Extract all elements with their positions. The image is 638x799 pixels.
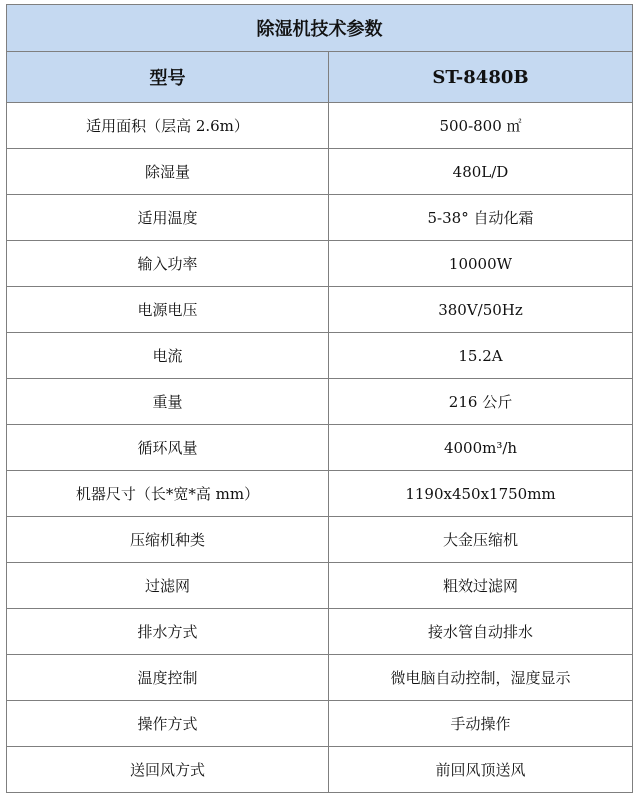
param-label: 温度控制	[7, 655, 329, 701]
spec-table-container	[6, 4, 633, 793]
table-row	[7, 195, 633, 241]
param-value: 接水管自动排水	[329, 609, 633, 655]
param-label: 适用温度	[7, 195, 329, 241]
model-header-row	[7, 52, 633, 103]
param-value: 380V/50Hz	[329, 287, 633, 333]
model-value: ST-8480B	[329, 52, 633, 103]
model-label: 型号	[7, 52, 329, 103]
table-row	[7, 425, 633, 471]
table-row	[7, 103, 633, 149]
table-row	[7, 241, 633, 287]
param-label: 排水方式	[7, 609, 329, 655]
table-row	[7, 701, 633, 747]
table-row	[7, 287, 633, 333]
table-row	[7, 517, 633, 563]
param-label: 电流	[7, 333, 329, 379]
param-value: 前回风顶送风	[329, 747, 633, 793]
param-label: 机器尺寸（长*宽*高 mm）	[7, 471, 329, 517]
table-title-row	[7, 5, 633, 52]
param-value: 大金压缩机	[329, 517, 633, 563]
param-label: 循环风量	[7, 425, 329, 471]
param-value: 微电脑自动控制，湿度显示	[329, 655, 633, 701]
param-value: 10000W	[329, 241, 633, 287]
param-label: 过滤网	[7, 563, 329, 609]
table-row	[7, 333, 633, 379]
param-label: 压缩机种类	[7, 517, 329, 563]
param-value: 500-800 ㎡	[329, 103, 633, 149]
param-value: 15.2A	[329, 333, 633, 379]
param-value: 5-38° 自动化霜	[329, 195, 633, 241]
table-row	[7, 563, 633, 609]
table-row	[7, 149, 633, 195]
param-value: 4000m³/h	[329, 425, 633, 471]
table-row	[7, 471, 633, 517]
param-label: 操作方式	[7, 701, 329, 747]
param-value: 粗效过滤网	[329, 563, 633, 609]
table-row	[7, 379, 633, 425]
table-row	[7, 747, 633, 793]
param-label: 电源电压	[7, 287, 329, 333]
table-row	[7, 655, 633, 701]
param-label: 送回风方式	[7, 747, 329, 793]
param-value: 1190x450x1750mm	[329, 471, 633, 517]
param-label: 重量	[7, 379, 329, 425]
param-label: 适用面积（层高 2.6m）	[7, 103, 329, 149]
param-value: 手动操作	[329, 701, 633, 747]
table-row	[7, 609, 633, 655]
param-value: 480L/D	[329, 149, 633, 195]
spec-table	[6, 4, 633, 793]
param-label: 输入功率	[7, 241, 329, 287]
param-label: 除湿量	[7, 149, 329, 195]
param-value: 216 公斤	[329, 379, 633, 425]
table-title: 除湿机技术参数	[7, 5, 633, 52]
